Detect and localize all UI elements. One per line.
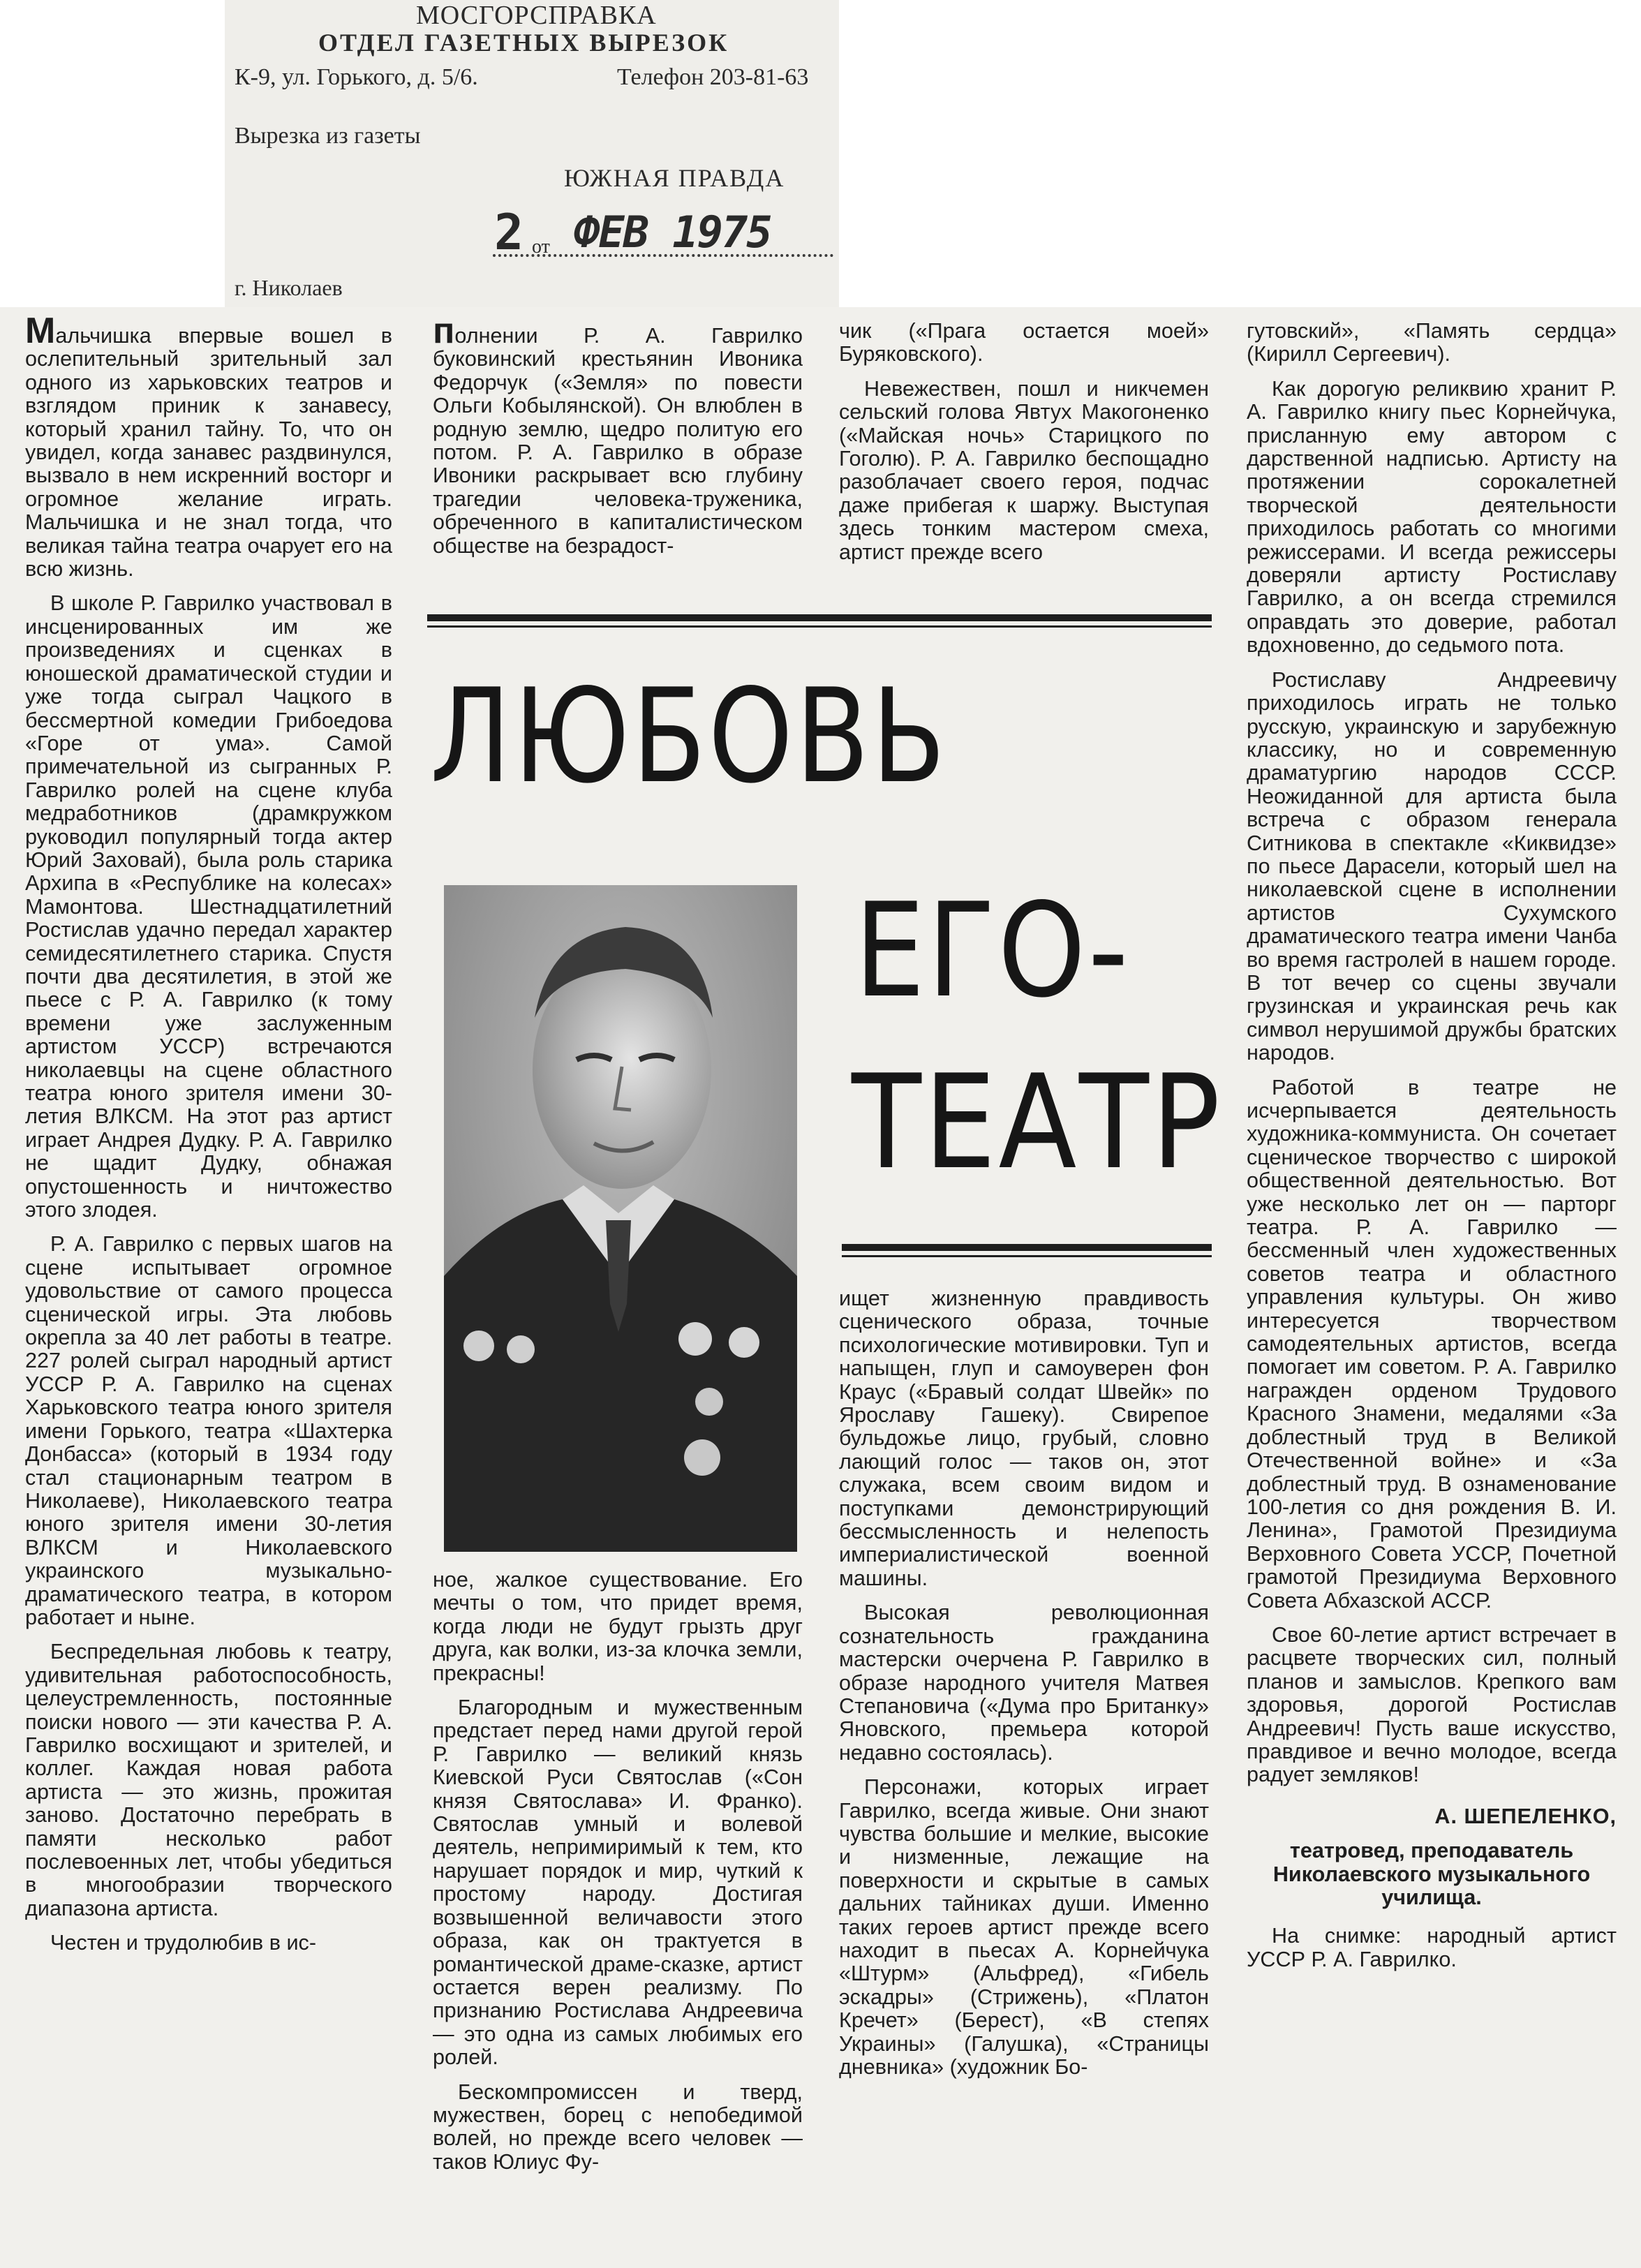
article-column-2-top: [433, 311, 803, 558]
paragraph: Невежествен, пошл и никчемен сельский голова Явтух Макогоненко («Майская ночь» Старицкого по Гоголю). Р. А. Гаврилко беспощадно разоблачает своего героя, подчас даже прибегая к шаржу. Выступая здесь тонким мастером смеха, артист прежде всего: [839, 376, 1209, 564]
stamp-city: г. Николаев: [235, 275, 343, 300]
headline-line-2: ЕГО-: [854, 875, 1131, 1026]
headline-rule-top-thin: [427, 625, 1212, 628]
paragraph: Свое 60-летие артист встречает в расцвете творческих сил, полный планов и замыслов. Крепкого вам здоровья, дорогой Ростислав Андреевич! Пусть ваше искусство, правдивое и вечно молодое, всегда радует земляков!: [1247, 1622, 1617, 1787]
photo-caption: На снимке: народный артист УССР Р. А. Гаврилко.: [1247, 1924, 1617, 1971]
headline-rule-bottom-thin: [842, 1255, 1212, 1257]
headline-line-1: ЛЮБОВЬ: [430, 660, 948, 812]
author-signature: А. ШЕПЕЛЕНКО,: [1434, 1804, 1617, 1828]
paragraph: полнении Р. А. Гаврилко буковинский крестьянин Ивоника Федорчук («Земля» по повести Ольги Кобылянской). Он влюблен в родную землю, щедро политую его потом. Р. А. Гаврилко в образе Ивоники раскрывает всю глубину трагедии человека-труженика, обреченного в капиталистическом обществе на безрадост-: [433, 311, 803, 558]
stamp-address: К-9, ул. Горького, д. 5/6.: [235, 64, 478, 90]
paragraph: Ростиславу Андреевичу приходилось играть не только русскую, украинскую и зарубежную классику, но и современную драматургию народов СССР. Неожиданной для артиста была встреча с образом генерала Ситникова в спектакле «Киквидзе» по пьесе Дарасели, который шел на николаевской сцене в исполнении артистов Сухумского драматического театра имени Чанба во время гастролей в нашем городе. В тот вечер со сцены звучали грузинская и украинская речь как символ нерушимой дружбы братских народов.: [1247, 667, 1617, 1065]
paragraph: Работой в театре не исчерпывается деятельность художника-коммуниста. Он сочетает сценическое творчество с широкой общественной деятельностью. Вот уже несколько лет он — парторг театра. Р. А. Гаврилко — бессменный член художественных советов театра и областного управления культуры. Он живо интересуется творчеством самодеятельных артистов, всегда помогает им советом. Р. А. Гаврилко награжден орденом Трудового Красного Знамени, медалями «За доблестный труд в Великой Отечественной войне» и «За доблестный труд. В ознаменование 100-летия со дня рождения В. И. Ленина», Грамотой Президиума Верховного Совета УССР, Почетной грамотой Президиума Верховного Совета Абхазской АССР.: [1247, 1075, 1617, 1613]
stamp-org: МОСГОРСПРАВКА: [416, 1, 657, 30]
paragraph: Бескомпромиссен и тверд, мужествен, борец с непобедимой волей, но прежде всего человек — таков Юлиус Фу-: [433, 2080, 803, 2174]
stamp-phone: Телефон 203-81-63: [617, 64, 809, 90]
paragraph: чик («Прага остается моей» Буряковского).: [839, 319, 1209, 366]
paragraph: ищет жизненную правдивость сценического образа, точные психологические мотивировки. Туп и напыщен, глуп и самоуверен фон Краус («Бравый солдат Швейк» по Ярославу Гашеку). Свирепое бульдожье лицо, грубый, словно лающий голос — таков он, этот служака, всем своим видом и поступками демонстрирующий бессмысленность и нелепость империалистической военной машины.: [839, 1287, 1209, 1590]
article-column-3-top: [839, 320, 1209, 564]
paragraph: гутовский», «Память сердца» (Кирилл Сергеевич).: [1247, 319, 1617, 366]
article-column-2-bottom: [433, 1569, 803, 2174]
white-margin: [839, 0, 1641, 307]
headline-line-3: ТЕАТР: [852, 1046, 1223, 1198]
article-column-1: [25, 311, 392, 1955]
paragraph: ное, жалкое существование. Его мечты о том, что придет время, когда люди не будут грызть друг друга, как волки, из-за клочка земли, прекрасны!: [433, 1568, 803, 1685]
stamp-clip-label: Вырезка из газеты: [235, 123, 421, 149]
paragraph: Как дорогую реликвию хранит Р. А. Гаврилко книгу пьес Корнейчука, присланную ему автором с дарственной надписью. Артисту на протяжении сорокалетней творческой деятельности приходилось работать со многими режиссерами. И всегда режиссеры доверяли артисту Ростиславу Гаврилко, а он всегда стремился оправдать это доверие, работал вдохновенно, до седьмого пота.: [1247, 376, 1617, 658]
article-column-4: [1247, 320, 1617, 1971]
paragraph: Беспредельная любовь к театру, удивительная работоспособность, целеустремленность, постоянные поиски нового — эти качества Р. А. Гаврилко восхищают и зрителей, и коллег. Каждая новая работа артиста — это жизнь, прожитая заново. Достаточно перебрать в памяти несколько работ послевоенных лет, чтобы убедиться в многообразии творческого диапазона артиста.: [25, 1640, 392, 1920]
paragraph: Мальчишка впервые вошел в ослепительный зрительный зал одного из харьковских театров и взглядом приник к занавесу, который хранил тайну. То, что он увидел, когда занавес раздвинулся, вызвало в нем искренний восторг и огромное желание играть. Мальчишка и не знал тогда, что великая тайна театра очарует его на всю жизнь.: [25, 311, 392, 581]
headline-rule-top: [427, 614, 1212, 621]
headline-rule-bottom: [842, 1244, 1212, 1251]
portrait-icon: [444, 885, 797, 1552]
paragraph: Р. А. Гаврилко с первых шагов на сцене испытывает огромное удовольствие от самого процесса сценической игры. Эта любовь окрепла за 40 лет работы в театре. 227 ролей сыграл народный артист УССР Р. А. Гаврилко на сценах Харьковского театра юного зрителя имени Горького, театра «Шахтерка Донбасса» (который в 1934 году стал стационарным театром в Николаеве), Николаевского театра юного зрителя имени 30-летия ВЛКСМ и Николаевского украинского музыкально-драматического театра, в котором работает и ныне.: [25, 1232, 392, 1629]
paragraph: Персонажи, которых играет Гаврилко, всегда живые. Они знают чувства большие и мелкие, высокие и низменные, лежащие на поверхности и скрытые в самых дальних тайниках души. Именно таких героев артист прежде всего находит в пьесах А. Корнейчука «Штурм» (Альфред), «Гибель эскадры» (Стрижень), «Платон Кречет» (Берест), «В степях Украины» (Галушка), «Страницы дневника» (художник Бо-: [839, 1775, 1209, 2079]
stamp-dept: ОТДЕЛ ГАЗЕТНЫХ ВЫРЕЗОК: [318, 29, 729, 57]
paragraph: В школе Р. Гаврилко участвовал в инсценированных им же произведениях и сценках в юношеской драматической студии и уже тогда сыграл Чацкого в бессмертной комедии Грибоедова «Горе от ума». Самой примечательной из сыгранных Р. Гаврилко ролей на сцене клуба медработников (драмкружком руководил популярный тогда актер Юрий Заховай), была роль старика Архипа в «Республике на колесах» Мамонтова. Шестнадцатилетний Ростислав удачно передал характер семидесятилетнего старика. Спустя почти два десятилетия, в этой же пьесе с Р. А. Гаврилко (к тому времени уже заслуженным артистом УССР) встречаются николаевцы на сцене областного театра юного зрителя имени 30-летия ВЛКСМ. На этот раз артист играет Андрея Дудку. Р. А. Гаврилко не щадит Дудку, обнажая опустошенность и ничтожество этого злодея.: [25, 591, 392, 1222]
article-column-3-bottom: [839, 1287, 1209, 2079]
stamp-date-ot: от: [532, 236, 550, 258]
paragraph: Благородным и мужественным предстает перед нами другой герой Р. Гаврилко — великий князь Киевской Руси Святослав («Сон князя Святослава» И. Франко). Святослав умный и волевой деятель, непримиримый к тем, кто нарушает порядок и мир, чуткий к простому народу. Достигая возвышенной величавости этого образа, как он трактуется в романтической драме-сказке, артист остается верен реализму. По признанию Ростислава Андреевича — это одна из самых любимых его ролей.: [433, 1696, 803, 2070]
stamp-date: ФЕВ 1975: [574, 207, 771, 258]
stamp-date-day: 2: [494, 204, 524, 261]
paragraph: Честен и трудолюбив в ис-: [50, 1931, 317, 1955]
date-dotted-line: [493, 254, 833, 257]
portrait-photo: [444, 885, 797, 1552]
author-title: театровед, преподаватель Николаевского музыкального училища.: [1272, 1839, 1591, 1909]
stamp-newspaper: ЮЖНАЯ ПРАВДА: [564, 164, 785, 192]
paragraph: Высокая революционная сознательность гражданина мастерски очерчена Р. Гаврилко в образе народного учителя Матвея Степановича («Дума про Британку» Яновского, премьера которой недавно состоялась).: [839, 1601, 1209, 1765]
